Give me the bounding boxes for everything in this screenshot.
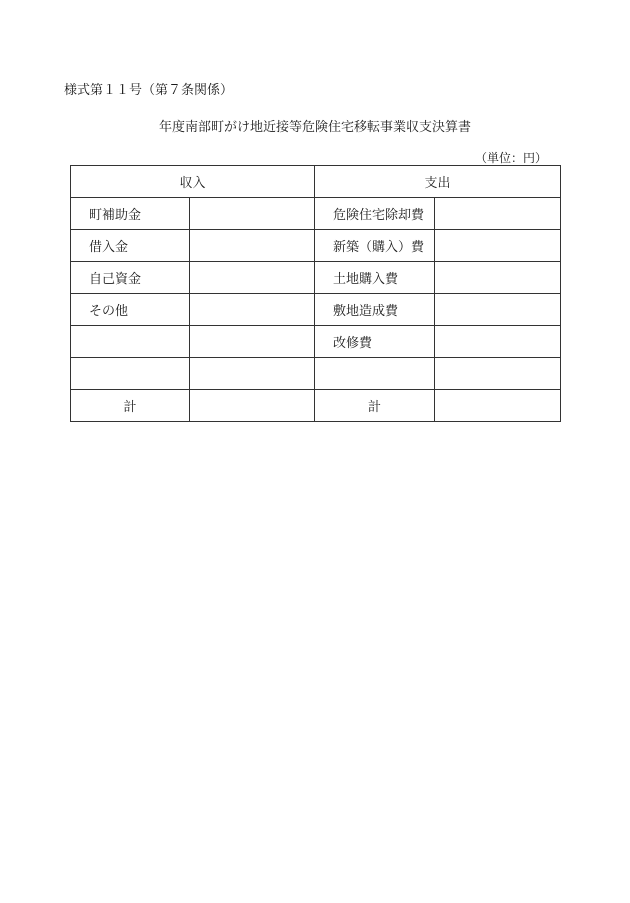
income-item: その他: [71, 294, 190, 326]
settlement-table: [70, 165, 561, 422]
table-row: [71, 262, 561, 294]
income-total-label: 計: [71, 390, 190, 422]
table-row: [71, 198, 561, 230]
form-number: 様式第１１号（第７条関係）: [64, 83, 234, 98]
table-row: [71, 230, 561, 262]
income-total-amount-cell[interactable]: [190, 390, 315, 422]
income-amount-cell[interactable]: [190, 358, 315, 390]
expense-item: 改修費: [315, 326, 435, 358]
income-item: 自己資金: [71, 262, 190, 294]
income-amount-cell[interactable]: [190, 262, 315, 294]
income-amount-cell[interactable]: [190, 326, 315, 358]
income-amount-cell[interactable]: [190, 198, 315, 230]
table-header-row: [71, 166, 561, 198]
expense-amount-cell[interactable]: [435, 198, 561, 230]
expense-amount-cell[interactable]: [435, 262, 561, 294]
income-item: [71, 358, 190, 390]
table-row: [71, 358, 561, 390]
income-item: [71, 326, 190, 358]
table-row: [71, 294, 561, 326]
unit-label: （単位：円）: [474, 151, 547, 165]
expense-item: 新築（購入）費: [315, 230, 435, 262]
expense-item: 土地購入費: [315, 262, 435, 294]
income-amount-cell[interactable]: [190, 230, 315, 262]
expense-total-label: 計: [315, 390, 435, 422]
income-item: 借入金: [71, 230, 190, 262]
expense-item: 敷地造成費: [315, 294, 435, 326]
expense-amount-cell[interactable]: [435, 230, 561, 262]
expense-amount-cell[interactable]: [435, 358, 561, 390]
income-amount-cell[interactable]: [190, 294, 315, 326]
expense-header: 支出: [315, 166, 561, 198]
expense-amount-cell[interactable]: [435, 326, 561, 358]
income-item: 町補助金: [71, 198, 190, 230]
document-title: 年度南部町がけ地近接等危険住宅移転事業収支決算書: [158, 120, 471, 135]
table-row: [71, 326, 561, 358]
income-header: 収入: [71, 166, 315, 198]
expense-item: [315, 358, 435, 390]
total-row: [71, 390, 561, 422]
expense-item: 危険住宅除却費: [315, 198, 435, 230]
expense-total-amount-cell[interactable]: [435, 390, 561, 422]
expense-amount-cell[interactable]: [435, 294, 561, 326]
